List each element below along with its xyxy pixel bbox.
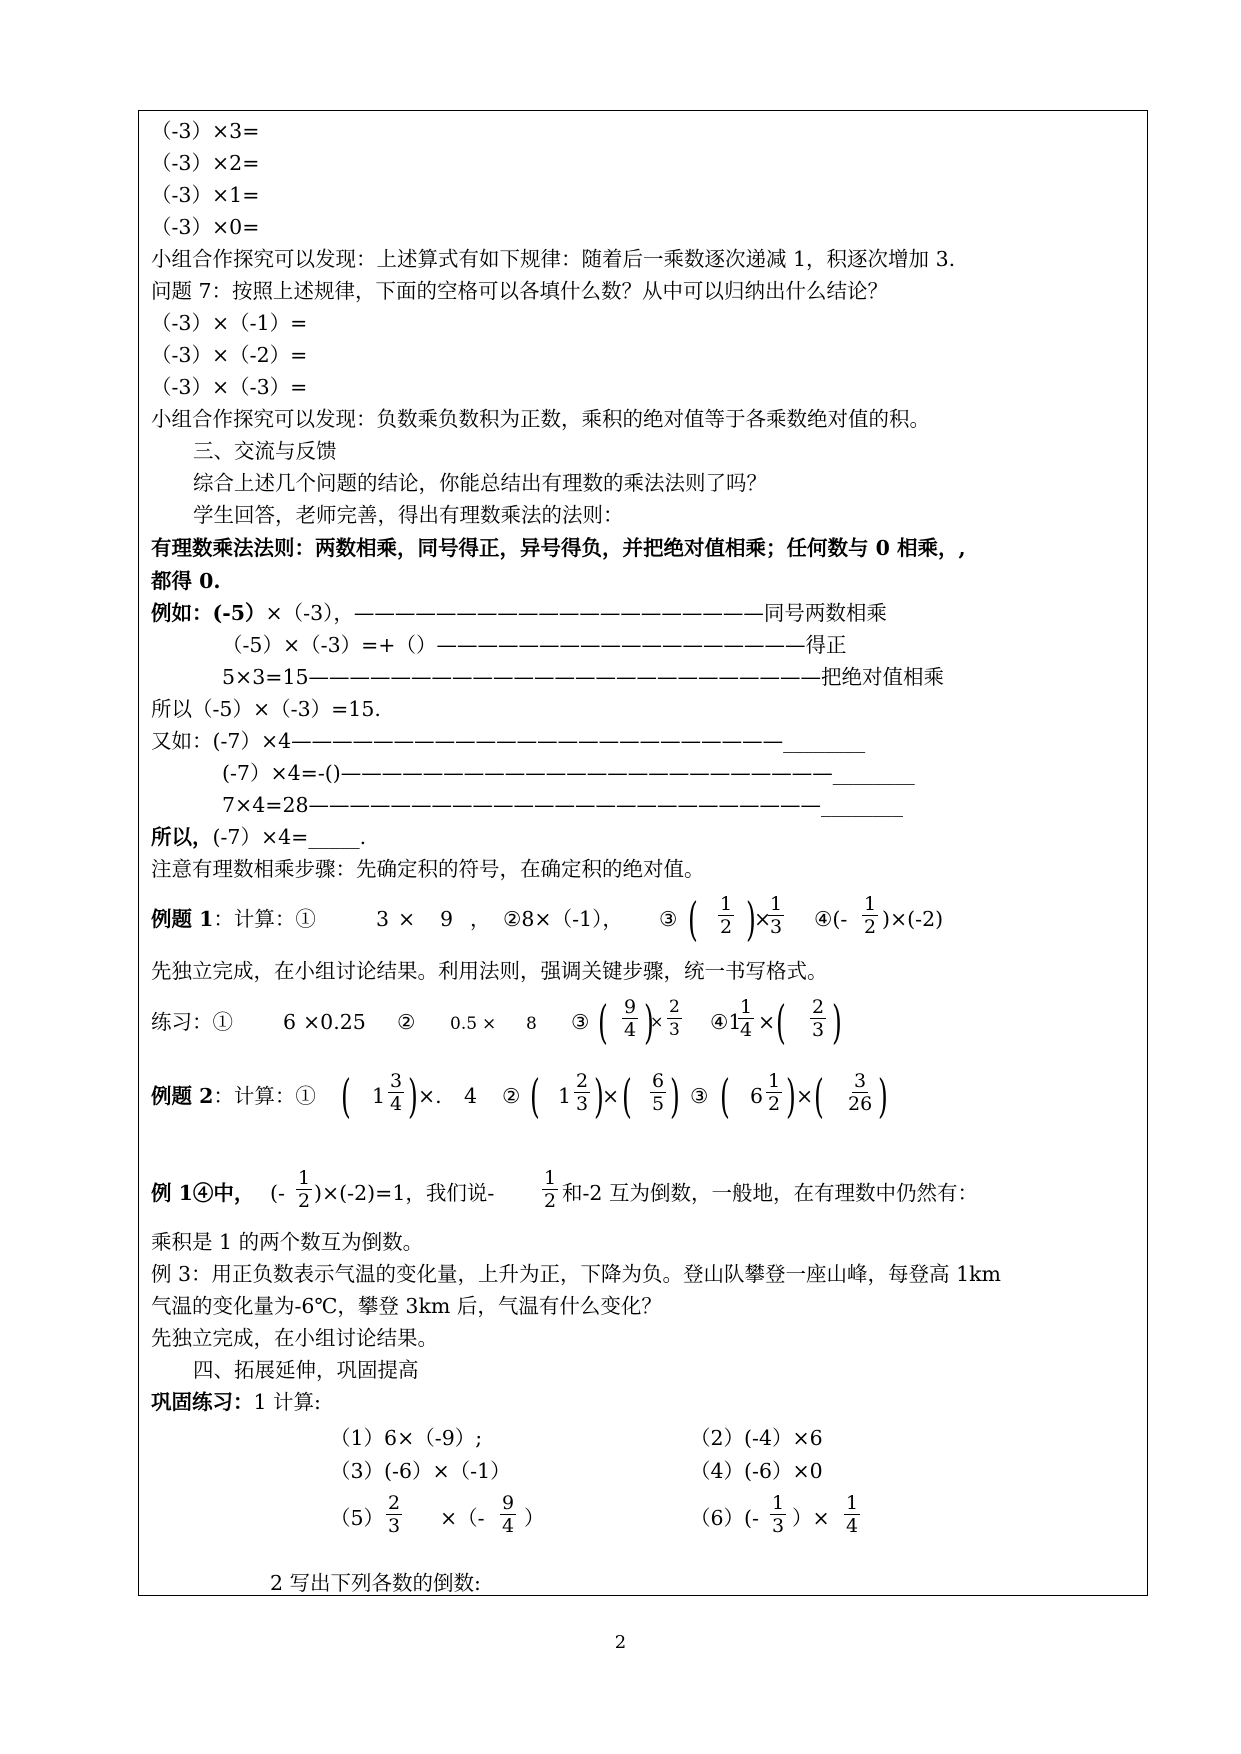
- fraction: [650, 1070, 666, 1115]
- numerator: 1: [720, 893, 733, 915]
- section-heading: 四、拓展延伸，巩固提高: [193, 1358, 419, 1382]
- denominator: 2: [720, 916, 733, 938]
- fraction: [386, 1492, 402, 1537]
- left-paren: (: [598, 995, 608, 1049]
- math-text: ③: [690, 1084, 709, 1108]
- text-line: 例 3：用正负数表示气温的变化量，上升为正，下降为负。登山队攀登一座山峰，每登高 1km: [151, 1262, 1001, 1286]
- denominator: 3: [772, 1515, 785, 1537]
- math-text: 9: [440, 907, 454, 931]
- left-paren: (: [814, 1069, 824, 1123]
- math-text: ×: [398, 907, 416, 931]
- numerator: 2: [669, 997, 680, 1017]
- text-line: 又如：(-7）×4————————————————————————________: [151, 729, 866, 753]
- text-line: （-3）×2=: [151, 151, 260, 175]
- rule-statement-cont: 都得 0.: [151, 569, 221, 593]
- text-line: （-3）×1=: [151, 183, 260, 207]
- math-text: ×: [482, 1014, 497, 1034]
- math-text: ×: [796, 1084, 814, 1108]
- math-text: 4: [464, 1084, 478, 1108]
- rule-statement: 有理数乘法法则：两数相乘，同号得正，异号得负，并把绝对值相乘；任何数与 0 相乘，,: [151, 536, 966, 560]
- denominator: 3: [812, 1019, 825, 1041]
- math-text: ③: [659, 907, 678, 931]
- text-line: 小组合作探究可以发现：上述算式有如下规律：随着后一乘数逐次递减 1，积逐次增加 3.: [151, 247, 956, 271]
- numerator: 3: [854, 1070, 867, 1092]
- exercise-item: （2）(-4）×6: [690, 1426, 823, 1450]
- math-text: ×: [602, 1084, 620, 1108]
- text-line: 2 写出下列各数的倒数:: [270, 1571, 481, 1595]
- text-line: （-3）×0=: [151, 215, 260, 239]
- left-paren: (: [720, 1069, 730, 1123]
- math-text: (-: [270, 1181, 285, 1205]
- math-text: ④(-: [814, 907, 848, 931]
- math-text: )×(-2)=1，我们说-: [314, 1181, 495, 1205]
- consolidation-label: 巩固练习：: [151, 1390, 254, 1414]
- denominator: 4: [624, 1019, 637, 1041]
- math-text: 8: [526, 1014, 537, 1034]
- fraction: [296, 1167, 312, 1212]
- math-text: ×: [758, 1010, 776, 1034]
- text-line: 先独立完成，在小组讨论结果。利用法则，强调关键步骤，统一书写格式。: [151, 959, 828, 983]
- text-line: 学生回答，老师完善，得出有理数乘法的法则：: [193, 503, 624, 527]
- numerator: 2: [812, 996, 825, 1018]
- so-text: (-7）×4=_____.: [212, 825, 367, 849]
- fraction: [768, 893, 784, 938]
- text-line: （-3）×（-1）=: [151, 311, 308, 335]
- text-line: 5×3=15—————————————————————————把绝对值相乘: [222, 665, 945, 689]
- fraction: [770, 1492, 786, 1537]
- example-line: [151, 598, 887, 628]
- fraction: [500, 1492, 516, 1537]
- math-text: ×: [650, 1012, 664, 1031]
- consolidation-text: 1 计算:: [253, 1390, 321, 1414]
- fraction: [574, 1070, 590, 1115]
- math-text: ②: [502, 1084, 521, 1108]
- right-paren: ): [644, 995, 654, 1049]
- numerator: 1: [864, 893, 877, 915]
- math-text: ，: [470, 907, 491, 931]
- math-text: 1: [372, 1084, 386, 1108]
- left-paren: (: [688, 892, 698, 946]
- denominator: 5: [652, 1093, 665, 1115]
- numerator: 1: [768, 1070, 781, 1092]
- so-label: 所以，: [151, 825, 213, 849]
- fraction: [862, 893, 878, 938]
- numerator: 1: [846, 1492, 859, 1514]
- left-paren: (: [622, 1069, 632, 1123]
- reciprocal-label: 例 1④中，: [151, 1181, 255, 1205]
- text-line: 气温的变化量为-6℃，攀登 3km 后，气温有什么变化？: [151, 1294, 662, 1318]
- denominator: 26: [848, 1093, 873, 1115]
- example2-prefix-text: ：计算：①: [213, 1084, 316, 1108]
- math-text: ×（-: [440, 1506, 485, 1530]
- text-line: [151, 1387, 321, 1417]
- math-text: ③: [571, 1010, 590, 1034]
- math-text: （6）(-: [690, 1506, 759, 1530]
- text-line: 综合上述几个问题的结论，你能总结出有理数的乘法法则了吗？: [193, 471, 767, 495]
- fraction: [738, 996, 754, 1041]
- math-text: ）: [524, 1506, 545, 1530]
- math-text: 3: [376, 907, 390, 931]
- numerator: 1: [544, 1167, 557, 1189]
- fraction: [542, 1167, 558, 1212]
- numerator: 3: [390, 1070, 403, 1092]
- text-line: （-3）×（-3）=: [151, 375, 308, 399]
- fraction: [846, 1070, 874, 1115]
- text-line: 乘积是 1 的两个数互为倒数。: [151, 1230, 424, 1254]
- example1-prefix-text: ：计算：①: [213, 907, 316, 931]
- example2-prefix: [151, 1081, 316, 1111]
- math-text: 1: [558, 1084, 572, 1108]
- example1-label: 例题 1: [151, 907, 214, 931]
- math-text: ×.: [418, 1084, 442, 1108]
- text-line: （-3）×（-2）=: [151, 343, 308, 367]
- page-number: 2: [614, 1632, 627, 1653]
- text-line: （-5）×（-3）=+（）——————————————————得正: [222, 633, 847, 657]
- right-paren: ): [786, 1069, 796, 1123]
- denominator: 4: [390, 1093, 403, 1115]
- math-text: ）×: [792, 1506, 830, 1530]
- numerator: 1: [772, 1492, 785, 1514]
- text-line: 所以（-5）×（-3）=15.: [151, 697, 381, 721]
- text-line: 注意有理数相乘步骤：先确定积的符号，在确定积的绝对值。: [151, 857, 705, 881]
- math-text: （5）: [330, 1506, 385, 1530]
- denominator: 4: [740, 1019, 753, 1041]
- exercise-item: （1）6×（-9）;: [330, 1426, 483, 1450]
- math-text: ④1: [710, 1010, 742, 1034]
- right-paren: ): [594, 1069, 604, 1123]
- math-text: 6: [283, 1010, 297, 1034]
- text-line: （-3）×3=: [151, 119, 260, 143]
- example1-prefix: [151, 904, 316, 934]
- left-paren: (: [341, 1069, 351, 1123]
- math-text: 和-2 互为倒数，一般地，在有理数中仍然有：: [562, 1181, 978, 1205]
- right-paren: ): [746, 892, 756, 946]
- example-label: 例如：(-5）: [151, 601, 266, 625]
- denominator: 3: [770, 916, 783, 938]
- section-heading: 三、交流与反馈: [193, 439, 337, 463]
- denominator: 2: [768, 1093, 781, 1115]
- fraction: [667, 996, 682, 1041]
- denominator: 3: [576, 1093, 589, 1115]
- math-text: )×(-2): [882, 907, 944, 931]
- text-line: 先独立完成，在小组讨论结果。: [151, 1326, 438, 1350]
- denominator: 4: [846, 1515, 859, 1537]
- fraction: [810, 996, 826, 1041]
- fraction: [622, 996, 638, 1041]
- denominator: 4: [502, 1515, 515, 1537]
- numerator: 1: [770, 893, 783, 915]
- numerator: 9: [624, 996, 637, 1018]
- numerator: 2: [576, 1070, 589, 1092]
- denominator: 3: [669, 1020, 680, 1040]
- right-paren: ): [832, 995, 842, 1049]
- math-text: 6: [750, 1084, 764, 1108]
- text-line: 小组合作探究可以发现：负数乘负数积为正数，乘积的绝对值等于各乘数绝对值的积。: [151, 407, 930, 431]
- right-paren: ): [670, 1069, 680, 1123]
- left-paren: (: [776, 995, 786, 1049]
- fraction: [718, 893, 734, 938]
- right-paren: ): [878, 1069, 888, 1123]
- numerator: 1: [298, 1167, 311, 1189]
- left-paren: (: [530, 1069, 540, 1123]
- math-text: ②8×（-1），: [503, 907, 623, 931]
- text-line: 7×4=28—————————————————————————________: [222, 793, 904, 817]
- math-text: ②: [397, 1010, 416, 1034]
- numerator: 9: [502, 1492, 515, 1514]
- exercise-item: （4）(-6）×0: [690, 1459, 823, 1483]
- denominator: 2: [864, 916, 877, 938]
- right-paren: ): [408, 1069, 418, 1123]
- example-text: ×（-3），————————————————————同号两数相乘: [265, 601, 887, 625]
- numerator: 1: [740, 996, 753, 1018]
- numerator: 6: [652, 1070, 665, 1092]
- example2-label: 例题 2: [151, 1084, 214, 1108]
- exercise-item: （3）(-6）×（-1）: [330, 1459, 511, 1483]
- math-text: 0.5: [450, 1014, 478, 1034]
- denominator: 2: [544, 1190, 557, 1212]
- text-line: 问题 7：按照上述规律，下面的空格可以各填什么数？从中可以归纳出什么结论？: [151, 279, 889, 303]
- math-text: ×0.25: [303, 1010, 366, 1034]
- text-line: [151, 822, 366, 852]
- numerator: 2: [388, 1492, 401, 1514]
- fraction: [388, 1070, 404, 1115]
- practice-label: 练习：①: [151, 1010, 233, 1034]
- denominator: 3: [388, 1515, 401, 1537]
- denominator: 2: [298, 1190, 311, 1212]
- text-line: (-7）×4=-()————————————————————————________: [222, 761, 915, 785]
- math-text: ×: [754, 907, 772, 931]
- fraction: [844, 1492, 860, 1537]
- fraction: [766, 1070, 782, 1115]
